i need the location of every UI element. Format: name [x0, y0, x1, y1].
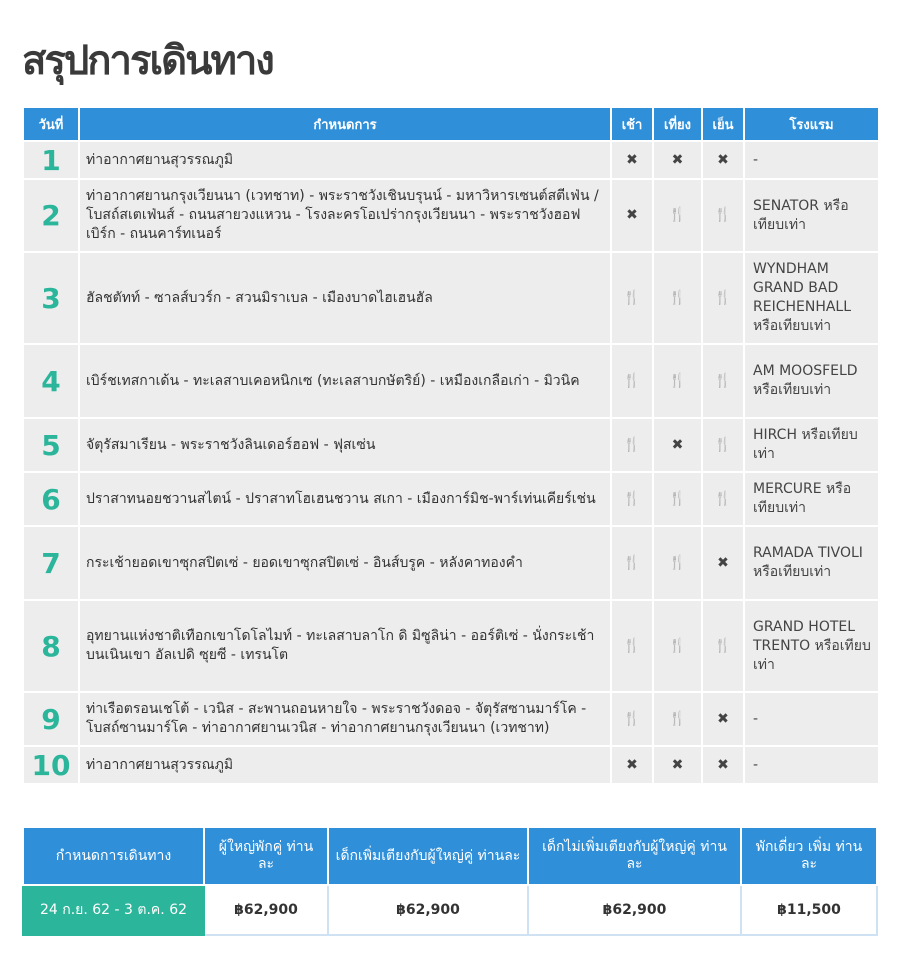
price-header-child-bed: เด็กเพิ่มเตียงกับผู้ใหญ่คู่ ท่านละ	[328, 827, 528, 885]
day-number: 1	[24, 142, 78, 178]
fork-knife-icon: 🍴	[714, 490, 732, 507]
fork-knife-icon: 🍴	[623, 289, 641, 306]
page-title: สรุปการเดินทาง	[22, 38, 273, 84]
day-schedule: ท่าอากาศยานสุวรรณภูมิ	[80, 142, 610, 178]
breakfast-cell	[612, 142, 652, 178]
fork-knife-icon: 🍴	[623, 372, 641, 389]
cross-icon: ✖	[717, 710, 729, 727]
dinner-cell	[703, 253, 743, 343]
table-row	[24, 527, 878, 599]
fork-knife-icon: 🍴	[668, 710, 687, 727]
dinner-cell	[703, 142, 743, 178]
day-schedule: กระเช้ายอดเขาซุกสปิตเซ่ - ยอดเขาซุกสปิตเซ่ - อินส์บรูค - หลังคาทองคำ	[80, 527, 610, 599]
dinner-cell	[703, 473, 743, 525]
hotel-name: GRAND HOTEL TRENTO หรือเทียบเท่า	[745, 601, 878, 691]
lunch-cell	[654, 693, 701, 745]
day-schedule: เบิร์ชเทสกาเด้น - ทะเลสาบเคอหนิกเซ (ทะเลสาบกษัตริย์) - เหมืองเกลือเก่า - มิวนิค	[80, 345, 610, 417]
hotel-name: AM MOOSFELD หรือเทียบเท่า	[745, 345, 878, 417]
cross-icon: ✖	[626, 207, 638, 223]
dinner-cell	[703, 601, 743, 691]
table-row	[24, 142, 878, 178]
day-number: 6	[24, 473, 78, 525]
day-schedule: ปราสาทนอยชวานสไตน์ - ปราสาทโฮเฮนชวาน สเกา - เมืองการ์มิช-พาร์เท่นเคียร์เช่น	[80, 473, 610, 525]
fork-knife-icon: 🍴	[714, 207, 732, 223]
day-number: 8	[24, 601, 78, 691]
fork-knife-icon: 🍴	[623, 490, 641, 507]
lunch-cell	[654, 345, 701, 417]
dinner-cell	[703, 527, 743, 599]
table-row	[24, 419, 878, 471]
table-row	[24, 747, 878, 783]
itinerary-table	[22, 106, 880, 785]
fork-knife-icon: 🍴	[623, 436, 641, 453]
day-schedule: จัตุรัสมาเรียน - พระราชวังลินเดอร์ฮอฟ - ฟุสเซ่น	[80, 419, 610, 471]
lunch-cell	[654, 142, 701, 178]
breakfast-cell	[612, 180, 652, 251]
price-header-single: พักเดี่ยว เพิ่ม ท่านละ	[741, 827, 877, 885]
hotel-name: -	[745, 142, 878, 178]
breakfast-cell	[612, 601, 652, 691]
breakfast-cell	[612, 527, 652, 599]
hotel-name: -	[745, 693, 878, 745]
price-header-dates: กำหนดการเดินทาง	[23, 827, 204, 885]
header-breakfast: เช้า	[612, 108, 652, 140]
table-row	[24, 693, 878, 745]
breakfast-cell	[612, 473, 652, 525]
header-day: วันที่	[24, 108, 78, 140]
day-number: 10	[24, 747, 78, 783]
cross-icon: ✖	[671, 151, 684, 168]
day-number: 5	[24, 419, 78, 471]
itinerary-header-row	[24, 108, 878, 140]
price-row	[23, 885, 877, 935]
day-number: 2	[24, 180, 78, 251]
fork-knife-icon: 🍴	[668, 207, 687, 223]
day-number: 7	[24, 527, 78, 599]
breakfast-cell	[612, 345, 652, 417]
cross-icon: ✖	[671, 436, 684, 453]
lunch-cell	[654, 601, 701, 691]
breakfast-cell	[612, 693, 652, 745]
cross-icon: ✖	[717, 151, 729, 168]
dinner-cell	[703, 345, 743, 417]
day-schedule: ฮัลชตัทท์ - ซาลส์บวร์ก - สวนมิราเบล - เมืองบาดไฮเฮนฮัล	[80, 253, 610, 343]
lunch-cell	[654, 180, 701, 251]
header-hotel: โรงแรม	[745, 108, 878, 140]
table-row	[24, 253, 878, 343]
fork-knife-icon: 🍴	[668, 554, 687, 571]
travel-dates: 24 ก.ย. 62 - 3 ต.ค. 62	[23, 885, 204, 935]
day-schedule: ท่าอากาศยานกรุงเวียนนา (เวทชาท) - พระราชวังเชินบรุนน์ - มหาวิหารเซนต์สตีเฟ่น / โบสถ์สเตเฟ่นส์ - ถนนสายวงแหวน - โรงละครโอเปร่ากรุงเวียนนา - พระราชวังฮอฟเบิร์ก - ถนนคาร์ทเนอร์	[80, 180, 610, 251]
cross-icon: ✖	[626, 756, 638, 773]
day-schedule: ท่าอากาศยานสุวรรณภูมิ	[80, 747, 610, 783]
fork-knife-icon: 🍴	[668, 289, 687, 306]
day-number: 9	[24, 693, 78, 745]
lunch-cell	[654, 253, 701, 343]
dinner-cell	[703, 693, 743, 745]
hotel-name: -	[745, 747, 878, 783]
hotel-name: SENATOR หรือเทียบเท่า	[745, 180, 878, 251]
day-number: 3	[24, 253, 78, 343]
day-number: 4	[24, 345, 78, 417]
hotel-name: MERCURE หรือเทียบเท่า	[745, 473, 878, 525]
price-header-row	[23, 827, 877, 885]
table-row	[24, 473, 878, 525]
fork-knife-icon: 🍴	[623, 637, 641, 654]
fork-knife-icon: 🍴	[668, 637, 687, 654]
cross-icon: ✖	[717, 756, 729, 773]
dinner-cell	[703, 747, 743, 783]
dinner-cell	[703, 180, 743, 251]
cross-icon: ✖	[717, 554, 729, 571]
fork-knife-icon: 🍴	[714, 436, 732, 453]
price-adult: ฿62,900	[204, 885, 328, 935]
fork-knife-icon: 🍴	[714, 372, 732, 389]
day-schedule: ท่าเรือตรอนเชโต้ - เวนิส - สะพานถอนหายใจ - พระราชวังดอจ - จัตุรัสซานมาร์โค - โบสถ์ซานมาร์โค - ท่าอากาศยานเวนิส - ท่าอากาศยานกรุงเวียนนา (เวทชาท)	[80, 693, 610, 745]
hotel-name: WYNDHAM GRAND BAD REICHENHALL หรือเทียบเท่า	[745, 253, 878, 343]
lunch-cell	[654, 747, 701, 783]
fork-knife-icon: 🍴	[714, 637, 732, 654]
price-table	[22, 826, 878, 936]
header-schedule: กำหนดการ	[80, 108, 610, 140]
cross-icon: ✖	[626, 151, 638, 168]
table-row	[24, 345, 878, 417]
cross-icon: ✖	[671, 756, 684, 773]
breakfast-cell	[612, 747, 652, 783]
lunch-cell	[654, 473, 701, 525]
lunch-cell	[654, 527, 701, 599]
price-header-child-no-bed: เด็กไม่เพิ่มเตียงกับผู้ใหญ่คู่ ท่านละ	[528, 827, 741, 885]
fork-knife-icon: 🍴	[668, 490, 687, 507]
fork-knife-icon: 🍴	[714, 289, 732, 306]
fork-knife-icon: 🍴	[668, 372, 687, 389]
header-lunch: เที่ยง	[654, 108, 701, 140]
fork-knife-icon: 🍴	[623, 554, 641, 571]
hotel-name: HIRCH หรือเทียบเท่า	[745, 419, 878, 471]
price-header-adult: ผู้ใหญ่พักคู่ ท่านละ	[204, 827, 328, 885]
table-row	[24, 601, 878, 691]
header-dinner: เย็น	[703, 108, 743, 140]
day-schedule: อุทยานแห่งชาติเทือกเขาโดโลไมท์ - ทะเลสาบลาโก ดิ มิซูลิน่า - ออร์ติเซ่ - นั่งกระเช้าบนเนินเขา อัลเปดิ ซุยซี - เทรนโต	[80, 601, 610, 691]
dinner-cell	[703, 419, 743, 471]
price-single: ฿11,500	[741, 885, 877, 935]
breakfast-cell	[612, 419, 652, 471]
price-child-bed: ฿62,900	[328, 885, 528, 935]
breakfast-cell	[612, 253, 652, 343]
hotel-name: RAMADA TIVOLI หรือเทียบเท่า	[745, 527, 878, 599]
fork-knife-icon: 🍴	[623, 710, 641, 727]
lunch-cell	[654, 419, 701, 471]
price-child-no-bed: ฿62,900	[528, 885, 741, 935]
table-row	[24, 180, 878, 251]
